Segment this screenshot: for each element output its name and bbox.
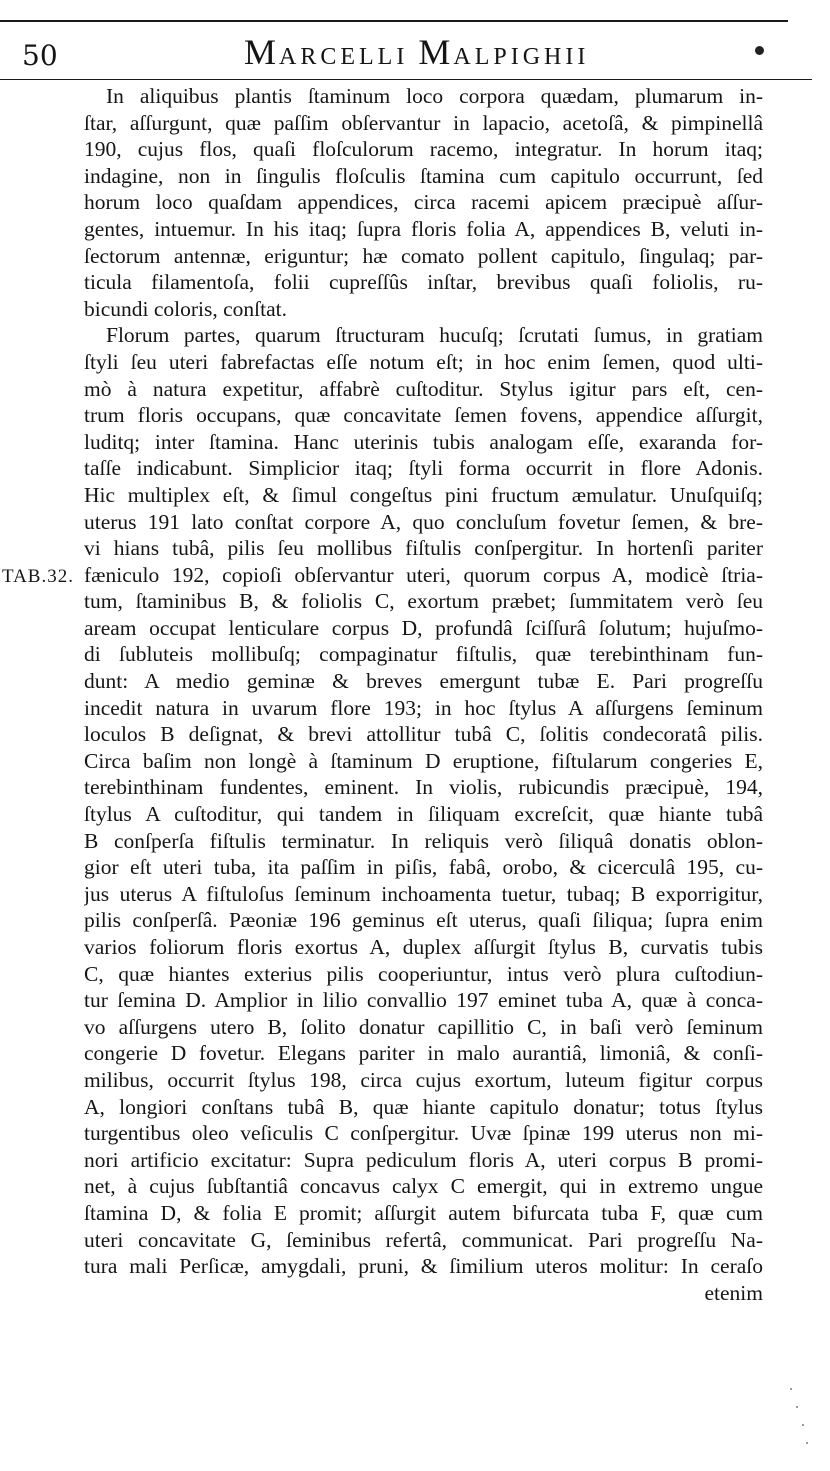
text-line: fæniculo 192, copioſi obſervantur uteri, quorum corpus A, modicè ſtria- [84,562,763,587]
paper-speck [790,1388,792,1390]
text-line: incedit natura in uvarum flore 193; in hoc ſtylus A aſſurgens ſeminum [84,695,763,720]
text-line: horum loco quaſdam appendices, circa racemi apicem præcipuè aſſur- [84,190,763,215]
text-line: ſectorum antennæ, eriguntur; hæ comato pollent capitulo, ſingulaq; par- [84,243,763,268]
text-line: ſtylus A cuſtoditur, qui tandem in ſiliquam excreſcit, quæ hiante tubâ [84,802,763,827]
text-line: tur ſemina D. Amplior in lilio convallio 197 eminet tuba A, quæ à conca- [84,988,763,1013]
text-line: net, à cujus ſubſtantiâ concavus calyx C emergit, qui in extremo ungue [84,1174,763,1199]
catchword: etenim [704,1280,763,1305]
margin-note-plate: TAB.32. [2,566,74,587]
page-number: 50 [22,39,58,72]
text-line: taſſe indicabunt. Simplicior itaq; ſtyli forma occurrit in flore Adonis. [84,456,763,481]
body-text [84,83,763,1306]
text-line: bicundi coloris, conſtat. [84,296,288,321]
running-head [244,34,589,70]
text-line: jus uterus A fiſtuloſus ſeminum inchoamenta tuetur, tubaq; B exporrigitur, [84,881,763,906]
text-line: di ſubluteis mollibuſq; compaginatur fiſtulis, quæ terebinthinam fun- [84,642,763,667]
top-rule [0,20,788,22]
text-line: luditq; inter ſtamina. Hanc uterinis tubis analogam eſſe, exaranda for- [84,429,763,454]
running-head-part-1: ARCELLI [279,44,419,70]
printer-ink-dot [755,46,764,55]
text-line: ſtar, aſſurgunt, quæ paſſim obſervantur in lapacio, acetoſâ, & pimpinellâ [84,110,763,135]
text-line: tura mali Perſicæ, amygdali, pruni, & ſimilium uteros molitur: In ceraſo [84,1254,763,1279]
text-line: vi hians tubâ, pilis ſeu mollibus fiſtulis conſpergitur. In hortenſi pariter [84,536,763,561]
paper-speck [802,1424,804,1426]
text-line: uteri concavitate G, ſeminibus refertâ, communicat. Pari progreſſu Na- [84,1227,763,1252]
text-line: mò à natura expetitur, affabrè cuſtoditur. Stylus igitur pars eſt, cen- [84,376,763,401]
text-line: ſtyli ſeu uteri fabrefactas eſſe notum eſt; in hoc enim ſemen, quod ulti- [84,349,763,374]
text-line: In aliquibus plantis ſtaminum loco corpora quædam, plumarum in- [106,84,763,108]
paper-speck [806,1442,808,1444]
running-head-initial-1: M [244,32,280,72]
text-line: loculos B deſignat, & brevi attollitur tubâ C, ſolitis condecoratâ pilis. [84,722,763,747]
running-head-initial-2: M [418,32,454,72]
text-line: dunt: A medio geminæ & breves emergunt tubæ E. Pari progreſſu [84,669,763,694]
text-line: tum, ſtaminibus B, & foliolis C, exortum præbet; ſummitatem verò ſeu [84,589,763,614]
text-line: terebinthinam fundentes, eminent. In violis, rubicundis præcipuè, 194, [84,775,763,800]
text-line: B conſperſa fiſtulis terminatur. In reliquis verò ſiliquâ donatis oblon- [84,828,763,853]
text-line: congerie D fovetur. Elegans pariter in malo aurantiâ, limoniâ, & conſi- [84,1041,763,1066]
text-line: 190, cujus flos, quaſi floſculorum racemo, integratur. In horum itaq; [84,137,763,162]
text-line: nori artificio excitatur: Supra pediculum floris A, uteri corpus B promi- [84,1147,763,1172]
text-line: pilis conſperſâ. Pæoniæ 196 geminus eſt uterus, quaſi ſiliqua; ſupra enim [84,908,763,933]
text-line: varios foliorum floris exortus A, duplex aſſurgit ſtylus B, curvatis tubis [84,935,763,959]
paper-speck [796,1406,798,1408]
text-line: gentes, intuemur. In his itaq; ſupra floris folia A, appendices B, veluti in- [84,216,763,241]
header-rule [0,79,812,80]
text-line: C, quæ hiantes exterius pilis cooperiuntur, intus verò plura cuſtodiun- [84,961,763,986]
text-line: aream occupat lenticulare corpus D, profundâ ſciſſurâ ſolutum; hujuſmo- [84,615,763,640]
text-line: gior eſt uteri tuba, ita paſſim in piſis, fabâ, orobo, & cicerculâ 195, cu- [84,855,763,880]
text-line: A, longiori conſtans tubâ B, quæ hiante capitulo donatur; totus ſtylus [84,1094,763,1119]
text-line: indagine, non in ſingulis floſculis ſtamina cum capitulo occurrunt, ſed [84,163,763,188]
text-line: trum floris occupans, quæ concavitate ſemen fovens, appendice aſſurgit, [84,403,763,428]
text-line: uterus 191 lato conſtat corpore A, quo concluſum fovetur ſemen, & bre- [84,509,763,534]
text-line: vo aſſurgens utero B, ſolito donatur capillitio C, in baſi verò ſeminum [84,1014,763,1039]
text-line: ticula filamentoſa, folii cupreſſûs inſtar, brevibus quaſi foliolis, ru- [84,270,763,295]
text-line: ſtamina D, & folia E promit; aſſurgit autem bifurcata tuba F, quæ cum [84,1200,763,1225]
text-line: Hic multiplex eſt, & ſimul congeſtus pini fructum æmulatur. Unuſquiſq; [84,482,763,507]
text-line: Circa baſim non longè à ſtaminum D eruptione, fiſtularum congeries E, [84,748,763,773]
text-line: turgentibus oleo veſiculis C conſpergitur. Uvæ ſpinæ 199 uterus non mi- [84,1121,763,1146]
text-line: milibus, occurrit ſtylus 198, circa cujus exortum, luteum figitur corpus [84,1067,763,1092]
text-line: Florum partes, quarum ſtructuram hucuſq; ſcrutati ſumus, in gratiam [106,323,763,348]
running-head-part-2: ALPIGHII [453,44,590,70]
